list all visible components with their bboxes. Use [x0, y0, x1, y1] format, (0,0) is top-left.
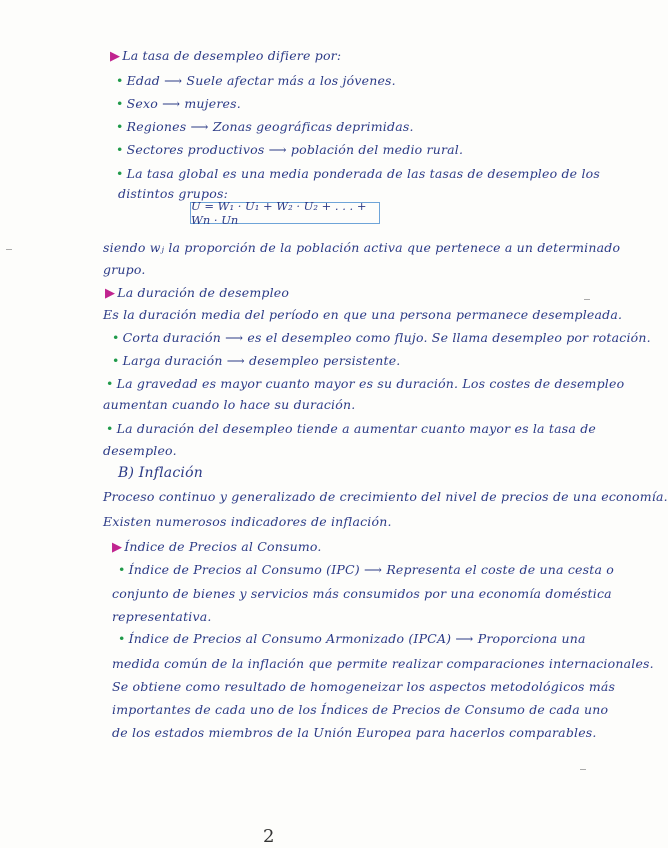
bullet-dot-icon: • [106, 376, 114, 391]
line-3: • Regiones ⟶ Zonas geográficas deprimidas. [116, 119, 414, 134]
line-21: • Índice de Precios al Consumo (IPC) ⟶ Representa el coste de una cesta o [118, 562, 615, 577]
bullet-dot-icon: • [116, 142, 124, 157]
margin-mark [584, 299, 590, 300]
bullet-dot-icon: • [118, 631, 126, 646]
line-19: Existen numerosos indicadores de inflación. [103, 514, 392, 529]
line-6: distintos grupos: [118, 186, 229, 201]
line-10: Es la duración media del período en que una persona permanece desempleada. [103, 307, 623, 322]
line-7: siendo wⱼ la proporción de la población activa que pertenece a un determinado [103, 240, 621, 255]
line-11: • Corta duración ⟶ es el desempleo como flujo. Se llama desempleo por rotación. [112, 330, 651, 345]
line-1: • Edad ⟶ Suele afectar más a los jóvenes. [116, 73, 396, 88]
line-25: medida común de la inflación que permite realizar comparaciones internacionales. [112, 656, 654, 671]
line-14: aumentan cuando lo hace su duración. [103, 397, 356, 412]
bullet-dot-icon: • [116, 166, 124, 181]
line-20: ▶ Índice de Precios al Consumo. [112, 539, 322, 555]
line-15: • La duración del desempleo tiende a aumentar cuanto mayor es la tasa de [106, 421, 597, 436]
line-26: Se obtiene como resultado de homogeneizar los aspectos metodológicos más [112, 679, 616, 694]
line-5: • La tasa global es una media ponderada de las tasas de desempleo de los [116, 166, 600, 181]
margin-mark [6, 249, 12, 250]
pink-arrow-icon: ▶ [105, 286, 116, 301]
bullet-dot-icon: • [112, 330, 120, 345]
line-28: de los estados miembros de la Unión Europea para hacerlos comparables. [112, 725, 597, 740]
line-27: importantes de cada uno de los Índices de Precios de Consumo de cada uno [112, 702, 609, 717]
bullet-dot-icon: • [112, 353, 120, 368]
line-22: conjunto de bienes y servicios más consumidos por una economía doméstica [112, 586, 612, 601]
line-8: grupo. [103, 262, 146, 277]
section-heading-inflacion: B) Inflación [118, 465, 203, 481]
line-23: representativa. [112, 609, 212, 624]
line-13: • La gravedad es mayor cuanto mayor es su duración. Los costes de desempleo [106, 376, 625, 391]
bullet-dot-icon: • [116, 96, 124, 111]
line-0: ▶ La tasa de desempleo difiere por: [110, 48, 342, 64]
line-16: desempleo. [103, 443, 177, 458]
pink-arrow-icon: ▶ [110, 49, 121, 64]
line-12: • Larga duración ⟶ desempleo persistente. [112, 353, 401, 368]
page-number: 2 [263, 826, 275, 847]
margin-mark [580, 769, 586, 770]
line-24: • Índice de Precios al Consumo Armonizado (IPCA) ⟶ Proporciona una [118, 631, 586, 646]
bullet-dot-icon: • [106, 421, 114, 436]
weighted-unemployment-formula: U = W₁ · U₁ + W₂ · U₂ + . . . + Wn · Un [190, 202, 380, 224]
bullet-dot-icon: • [116, 119, 124, 134]
bullet-dot-icon: • [118, 562, 126, 577]
pink-arrow-icon: ▶ [112, 540, 123, 555]
line-9: ▶ La duración de desempleo [105, 285, 290, 301]
bullet-dot-icon: • [116, 73, 124, 88]
line-4: • Sectores productivos ⟶ población del medio rural. [116, 142, 464, 157]
line-18: Proceso continuo y generalizado de crecimiento del nivel de precios de una economía. [103, 489, 668, 504]
line-2: • Sexo ⟶ mujeres. [116, 96, 241, 111]
